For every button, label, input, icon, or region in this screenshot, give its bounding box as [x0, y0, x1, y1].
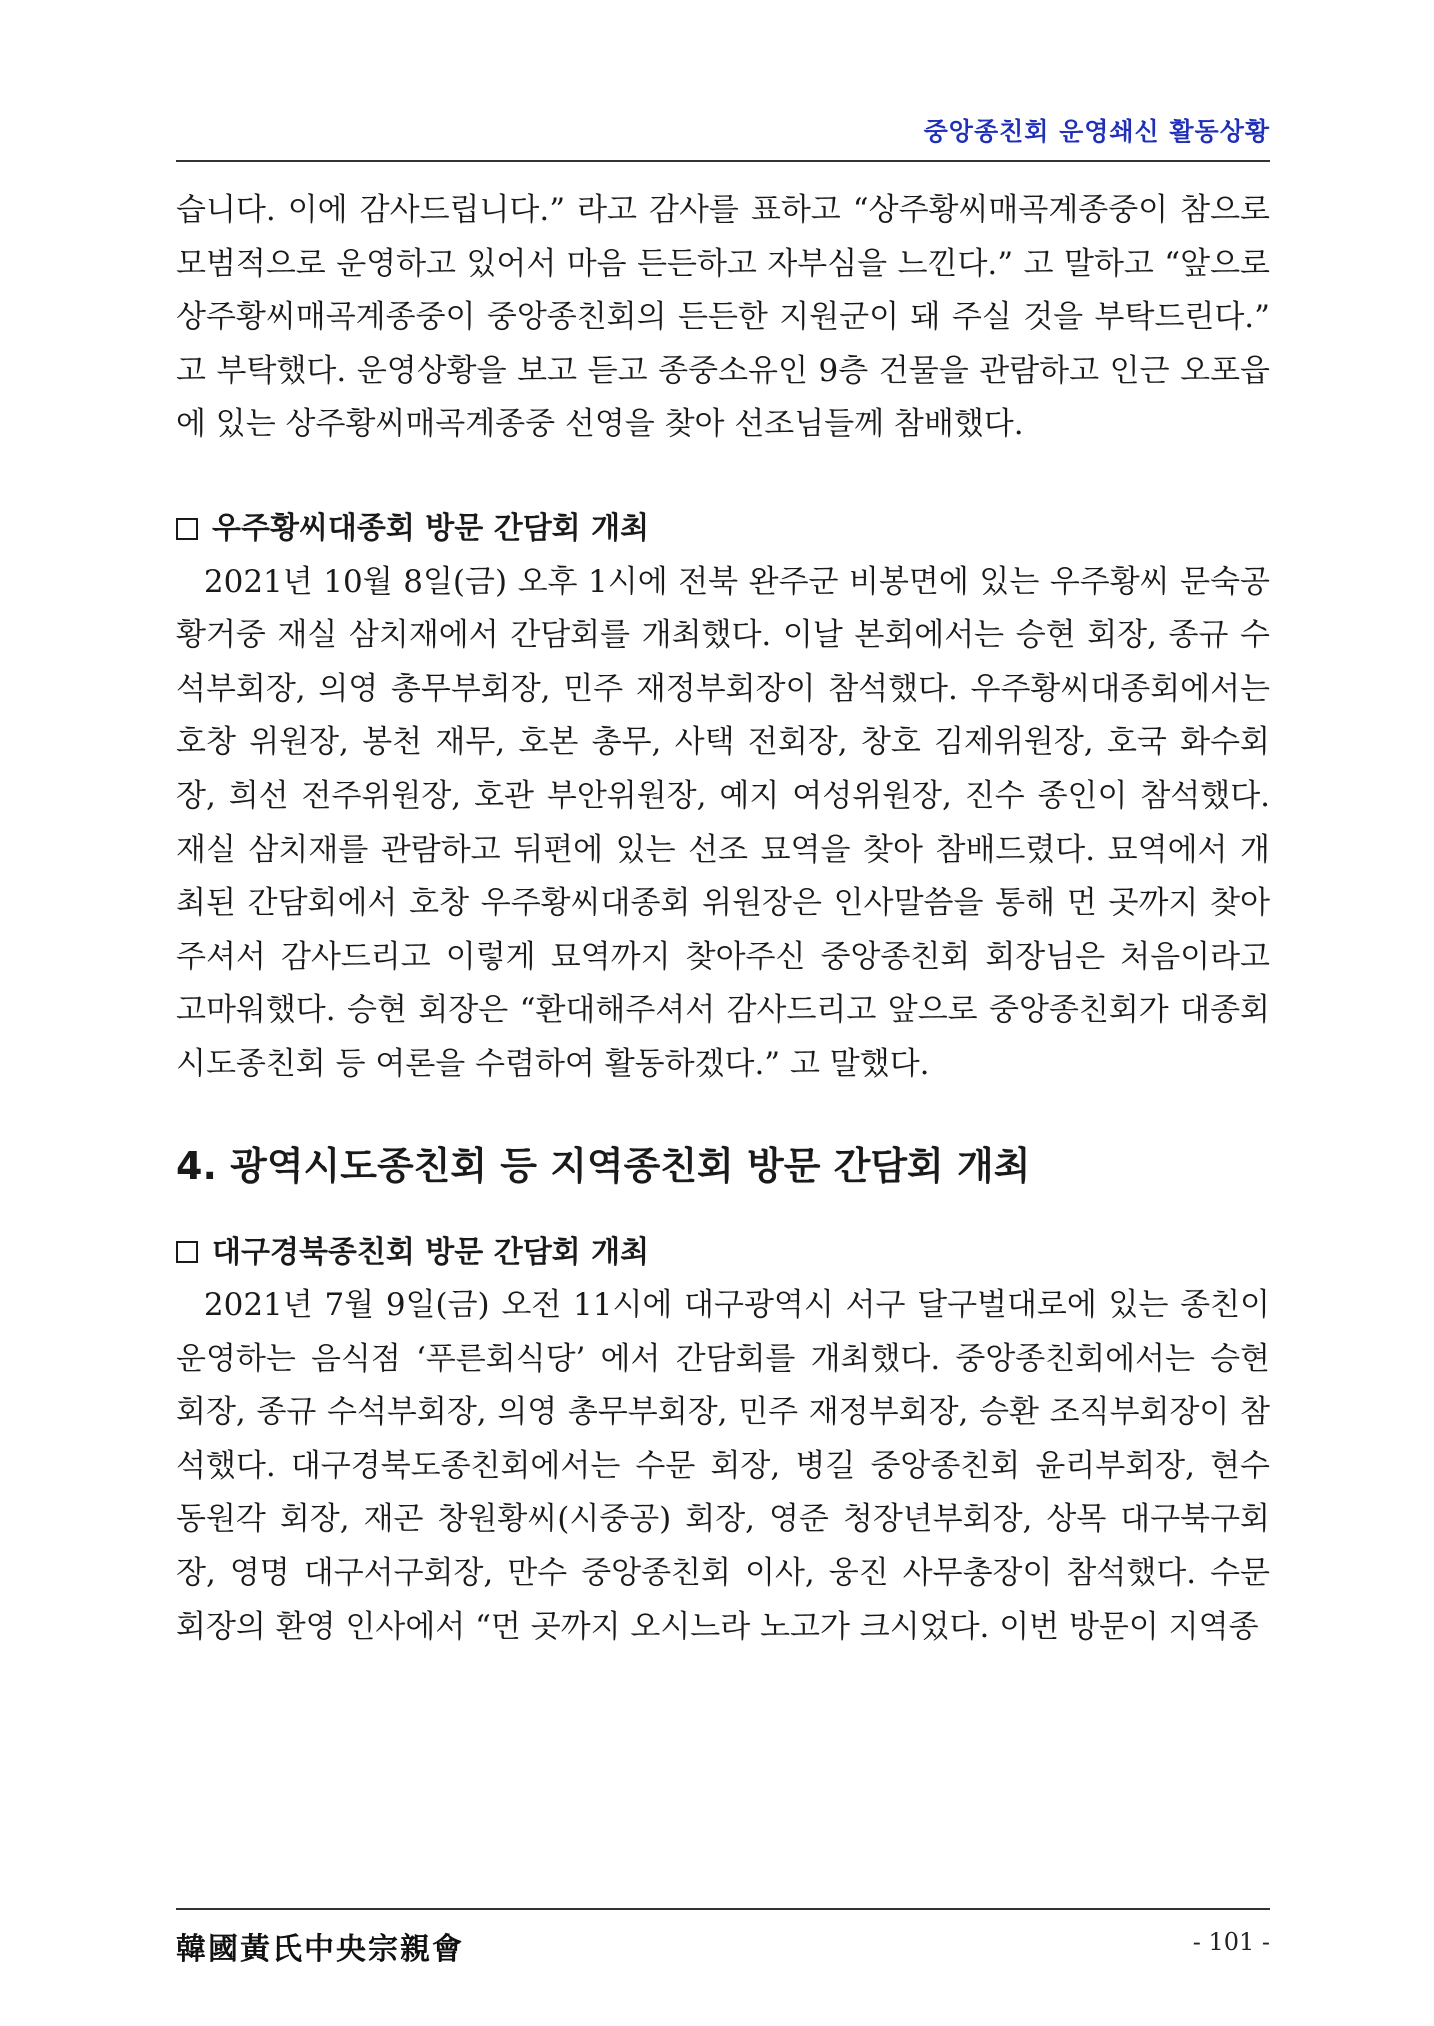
header-divider [176, 160, 1270, 162]
checkbox-bullet-icon [176, 1241, 198, 1263]
subsection-title: 우주황씨대종회 방문 간담회 개최 [212, 510, 650, 546]
subsection-heading-woju [176, 502, 1270, 556]
footer-organization-name: 韓國黃氏中央宗親會 [176, 1932, 464, 1967]
spacer [176, 1196, 1270, 1226]
footer-divider [176, 1908, 1270, 1910]
running-header-title: 중앙종친회 운영쇄신 활동상황 [923, 117, 1270, 146]
intro-paragraph: 습니다. 이에 감사드립니다.” 라고 감사를 표하고 “상주황씨매곡계종중이 참으로 모범적으로 운영하고 있어서 마음 든든하고 자부심을 느낀다.” 고 말하고 “앞으로 상주황씨매곡계종중이 중앙종친회의 든든한 지원군이 돼 주실 것을 부탁드린다.” 고 부탁했다. 운영상황을 보고 듣고 종중소유인 9층 건물을 관람하고 인근 오포읍에 있는 상주황씨매곡계종중 선영을 찾아 선조님들께 참배했다. [176, 192, 1270, 443]
subsection-paragraph-daegu: 2021년 7월 9일(금) 오전 11시에 대구광역시 서구 달구벌대로에 있는 종친이 운영하는 음식점 ‘푸른회식당’ 에서 간담회를 개최했다. 중앙종친회에서는 승현 회장, 종규 수석부회장, 의영 총무부회장, 민주 재정부회장, 승환 조직부회장이 참석했다. 대구경북도종친회에서는 수문 회장, 병길 중앙종친회 윤리부회장, 현수 동원각 회장, 재곤 창원황씨(시중공) 회장, 영준 청장년부회장, 상목 대구북구회장, 영명 대구서구회장, 만수 중앙종친회 이사, 웅진 사무총장이 참석했다. 수문 회장의 환영 인사에서 “먼 곳까지 오시느라 노고가 크시었다. 이번 방문이 지역종 [176, 1287, 1270, 1645]
subsection-title: 대구경북종친회 방문 간담회 개최 [212, 1234, 650, 1270]
subsection-paragraph-woju: 2021년 10월 8일(금) 오후 1시에 전북 완주군 비봉면에 있는 우주황씨 문숙공 황거중 재실 삼치재에서 간담회를 개최했다. 이날 본회에서는 승현 회장, 종규 수석부회장, 의영 총무부회장, 민주 재정부회장이 참석했다. 우주황씨대종회에서는 호창 위원장, 봉천 재무, 호본 총무, 사택 전회장, 창호 김제위원장, 호국 화수회장, 희선 전주위원장, 호관 부안위원장, 예지 여성위원장, 진수 종인이 참석했다. 재실 삼치재를 관람하고 뒤편에 있는 선조 묘역을 찾아 참배드렸다. 묘역에서 개최된 간담회에서 호창 우주황씨대종회 위원장은 인사말씀을 통해 먼 곳까지 찾아 주셔서 감사드리고 이렇게 묘역까지 찾아주신 중앙종친회 회장님은 처음이라고 고마워했다. 승현 회장은 “환대해주셔서 감사드리고 앞으로 중앙종친회가 대종회 시도종친회 등 여론을 수렴하여 활동하겠다.” 고 말했다. [176, 563, 1270, 1082]
spacer [176, 1092, 1270, 1136]
subsection-heading-daegu [176, 1226, 1270, 1280]
checkbox-bullet-icon [176, 518, 198, 540]
page-content [176, 184, 1270, 1654]
page-number: - 101 - [1192, 1928, 1270, 1956]
spacer [176, 452, 1270, 502]
section-heading: 4. 광역시도종친회 등 지역종친회 방문 간담회 개최 [176, 1143, 1031, 1188]
